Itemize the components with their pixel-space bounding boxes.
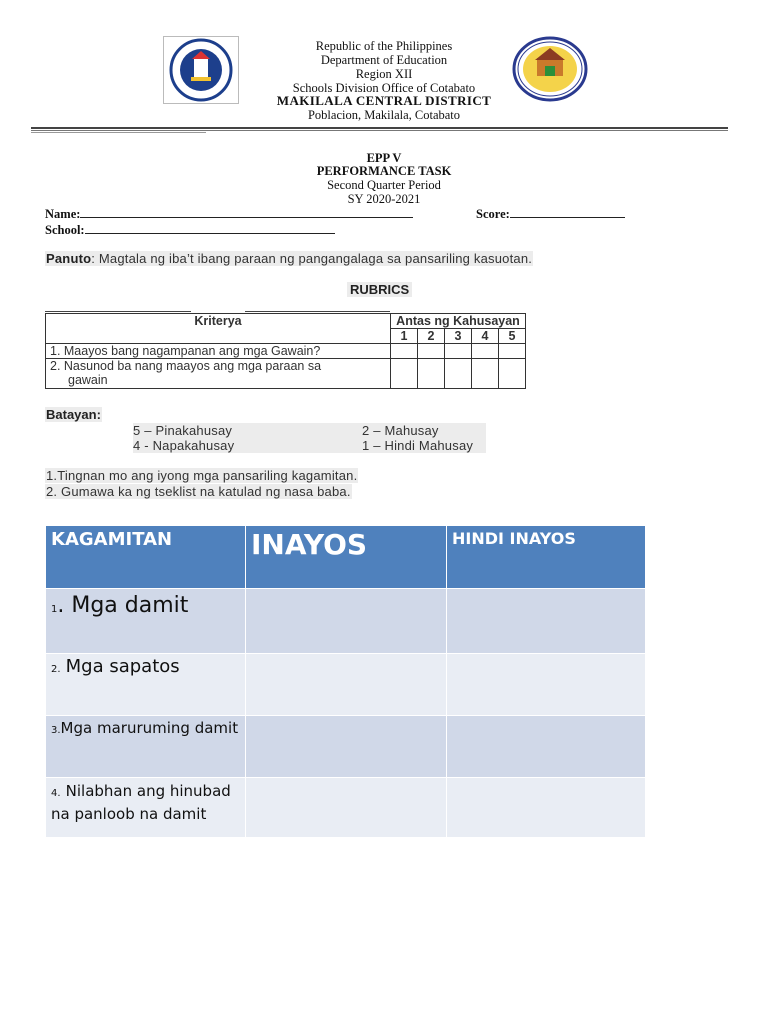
criteria-top-rule-right <box>245 311 390 312</box>
inayos-cell[interactable] <box>246 654 447 716</box>
criteria-row-2-line2: gawain <box>68 373 108 387</box>
header-divider-thin <box>31 130 728 131</box>
batayan-item: 2 – Mahusay <box>362 423 486 438</box>
level-3: 3 <box>445 329 472 344</box>
batayan-item: 5 – Pinakahusay <box>133 423 362 438</box>
step-1: 1.Tingnan mo ang iyong mga pansariling kagamitan. <box>46 468 358 483</box>
name-label: Name: <box>45 207 81 221</box>
item-text: . Mga damit <box>57 593 189 618</box>
criteria-row-2 <box>46 359 391 389</box>
criteria-top-rule-left <box>45 311 191 312</box>
criteria-header: Kriterya <box>46 314 391 344</box>
item-text: Mga maruruming damit <box>60 719 239 737</box>
rating-cell[interactable] <box>499 359 526 389</box>
task-title: PERFORMANCE TASK <box>316 164 452 178</box>
level-5: 5 <box>499 329 526 344</box>
item-number: 3. <box>51 725 61 736</box>
rating-cell[interactable] <box>445 359 472 389</box>
rating-cell[interactable] <box>472 359 499 389</box>
rating-cell[interactable] <box>418 344 445 359</box>
batayan-label: Batayan: <box>46 407 101 422</box>
checklist-item-2 <box>46 654 246 716</box>
rating-cell[interactable] <box>445 344 472 359</box>
period-title: Second Quarter Period <box>327 178 441 192</box>
level-4: 4 <box>472 329 499 344</box>
school-label: School: <box>45 223 85 237</box>
item-text: Mga sapatos <box>65 656 180 677</box>
instructions-label: Panuto <box>46 251 92 266</box>
rubrics-title: RUBRICS <box>347 282 412 297</box>
rating-cell[interactable] <box>499 344 526 359</box>
rubric-table <box>45 313 526 389</box>
inayos-cell[interactable] <box>246 716 447 778</box>
checklist-item-1 <box>46 589 246 654</box>
score-field[interactable] <box>476 205 625 223</box>
letterhead-department: Department of Education <box>320 53 448 67</box>
hindi-inayos-cell[interactable] <box>447 654 646 716</box>
subject-title: EPP V <box>366 151 402 165</box>
step-2: 2. Gumawa ka ng tseklist na katulad ng nasa baba. <box>46 484 351 499</box>
level-2: 2 <box>418 329 445 344</box>
rating-cell[interactable] <box>472 344 499 359</box>
checklist-table <box>45 525 646 838</box>
instructions-text: : Magtala ng iba’t ibang paraan ng pangangalaga sa pansariling kasuotan. <box>91 251 533 266</box>
school-year: SY 2020-2021 <box>347 192 421 206</box>
letterhead-district: MAKILALA CENTRAL DISTRICT <box>276 93 492 108</box>
hindi-inayos-cell[interactable] <box>447 589 646 654</box>
rating-cell[interactable] <box>391 359 418 389</box>
col-header-inayos: INAYOS <box>246 526 447 589</box>
rating-cell[interactable] <box>418 359 445 389</box>
name-line <box>80 206 413 218</box>
score-label: Score: <box>476 207 510 221</box>
deped-seal-logo <box>163 36 239 104</box>
letterhead-address: Poblacion, Makilala, Cotabato <box>307 108 461 122</box>
hindi-inayos-cell[interactable] <box>447 778 646 838</box>
letterhead-division: Schools Division Office of Cotabato <box>292 81 476 95</box>
instructions <box>45 251 533 266</box>
header-divider-short <box>31 132 206 133</box>
score-line <box>510 206 625 218</box>
criteria-row-1: 1. Maayos bang nagampanan ang mga Gawain? <box>46 344 391 359</box>
batayan-item: 1 – Hindi Mahusay <box>362 438 486 453</box>
letterhead-country: Republic of the Philippines <box>315 39 453 53</box>
checklist-item-4 <box>46 778 246 838</box>
item-number: 2. <box>51 664 61 675</box>
school-line <box>85 222 335 234</box>
col-header-hindi-inayos: HINDI INAYOS <box>447 526 646 589</box>
item-number: 1 <box>51 604 58 615</box>
criteria-row-2-line1: 2. Nasunod ba nang maayos ang mga paraan sa <box>50 359 322 373</box>
item-number: 4. <box>51 788 61 799</box>
letterhead-region: Region XII <box>355 67 413 81</box>
rating-cell[interactable] <box>391 344 418 359</box>
level-1: 1 <box>391 329 418 344</box>
checklist-item-3 <box>46 716 246 778</box>
col-header-kagamitan: KAGAMITAN <box>46 526 246 589</box>
header-divider <box>31 127 728 129</box>
inayos-cell[interactable] <box>246 589 447 654</box>
level-header: Antas ng Kahusayan <box>391 314 526 329</box>
school-field[interactable] <box>45 221 335 239</box>
batayan-item: 4 - Napakahusay <box>133 438 362 453</box>
item-text: Nilabhan ang hinubad na panloob na damit <box>51 782 231 823</box>
hindi-inayos-cell[interactable] <box>447 716 646 778</box>
inayos-cell[interactable] <box>246 778 447 838</box>
